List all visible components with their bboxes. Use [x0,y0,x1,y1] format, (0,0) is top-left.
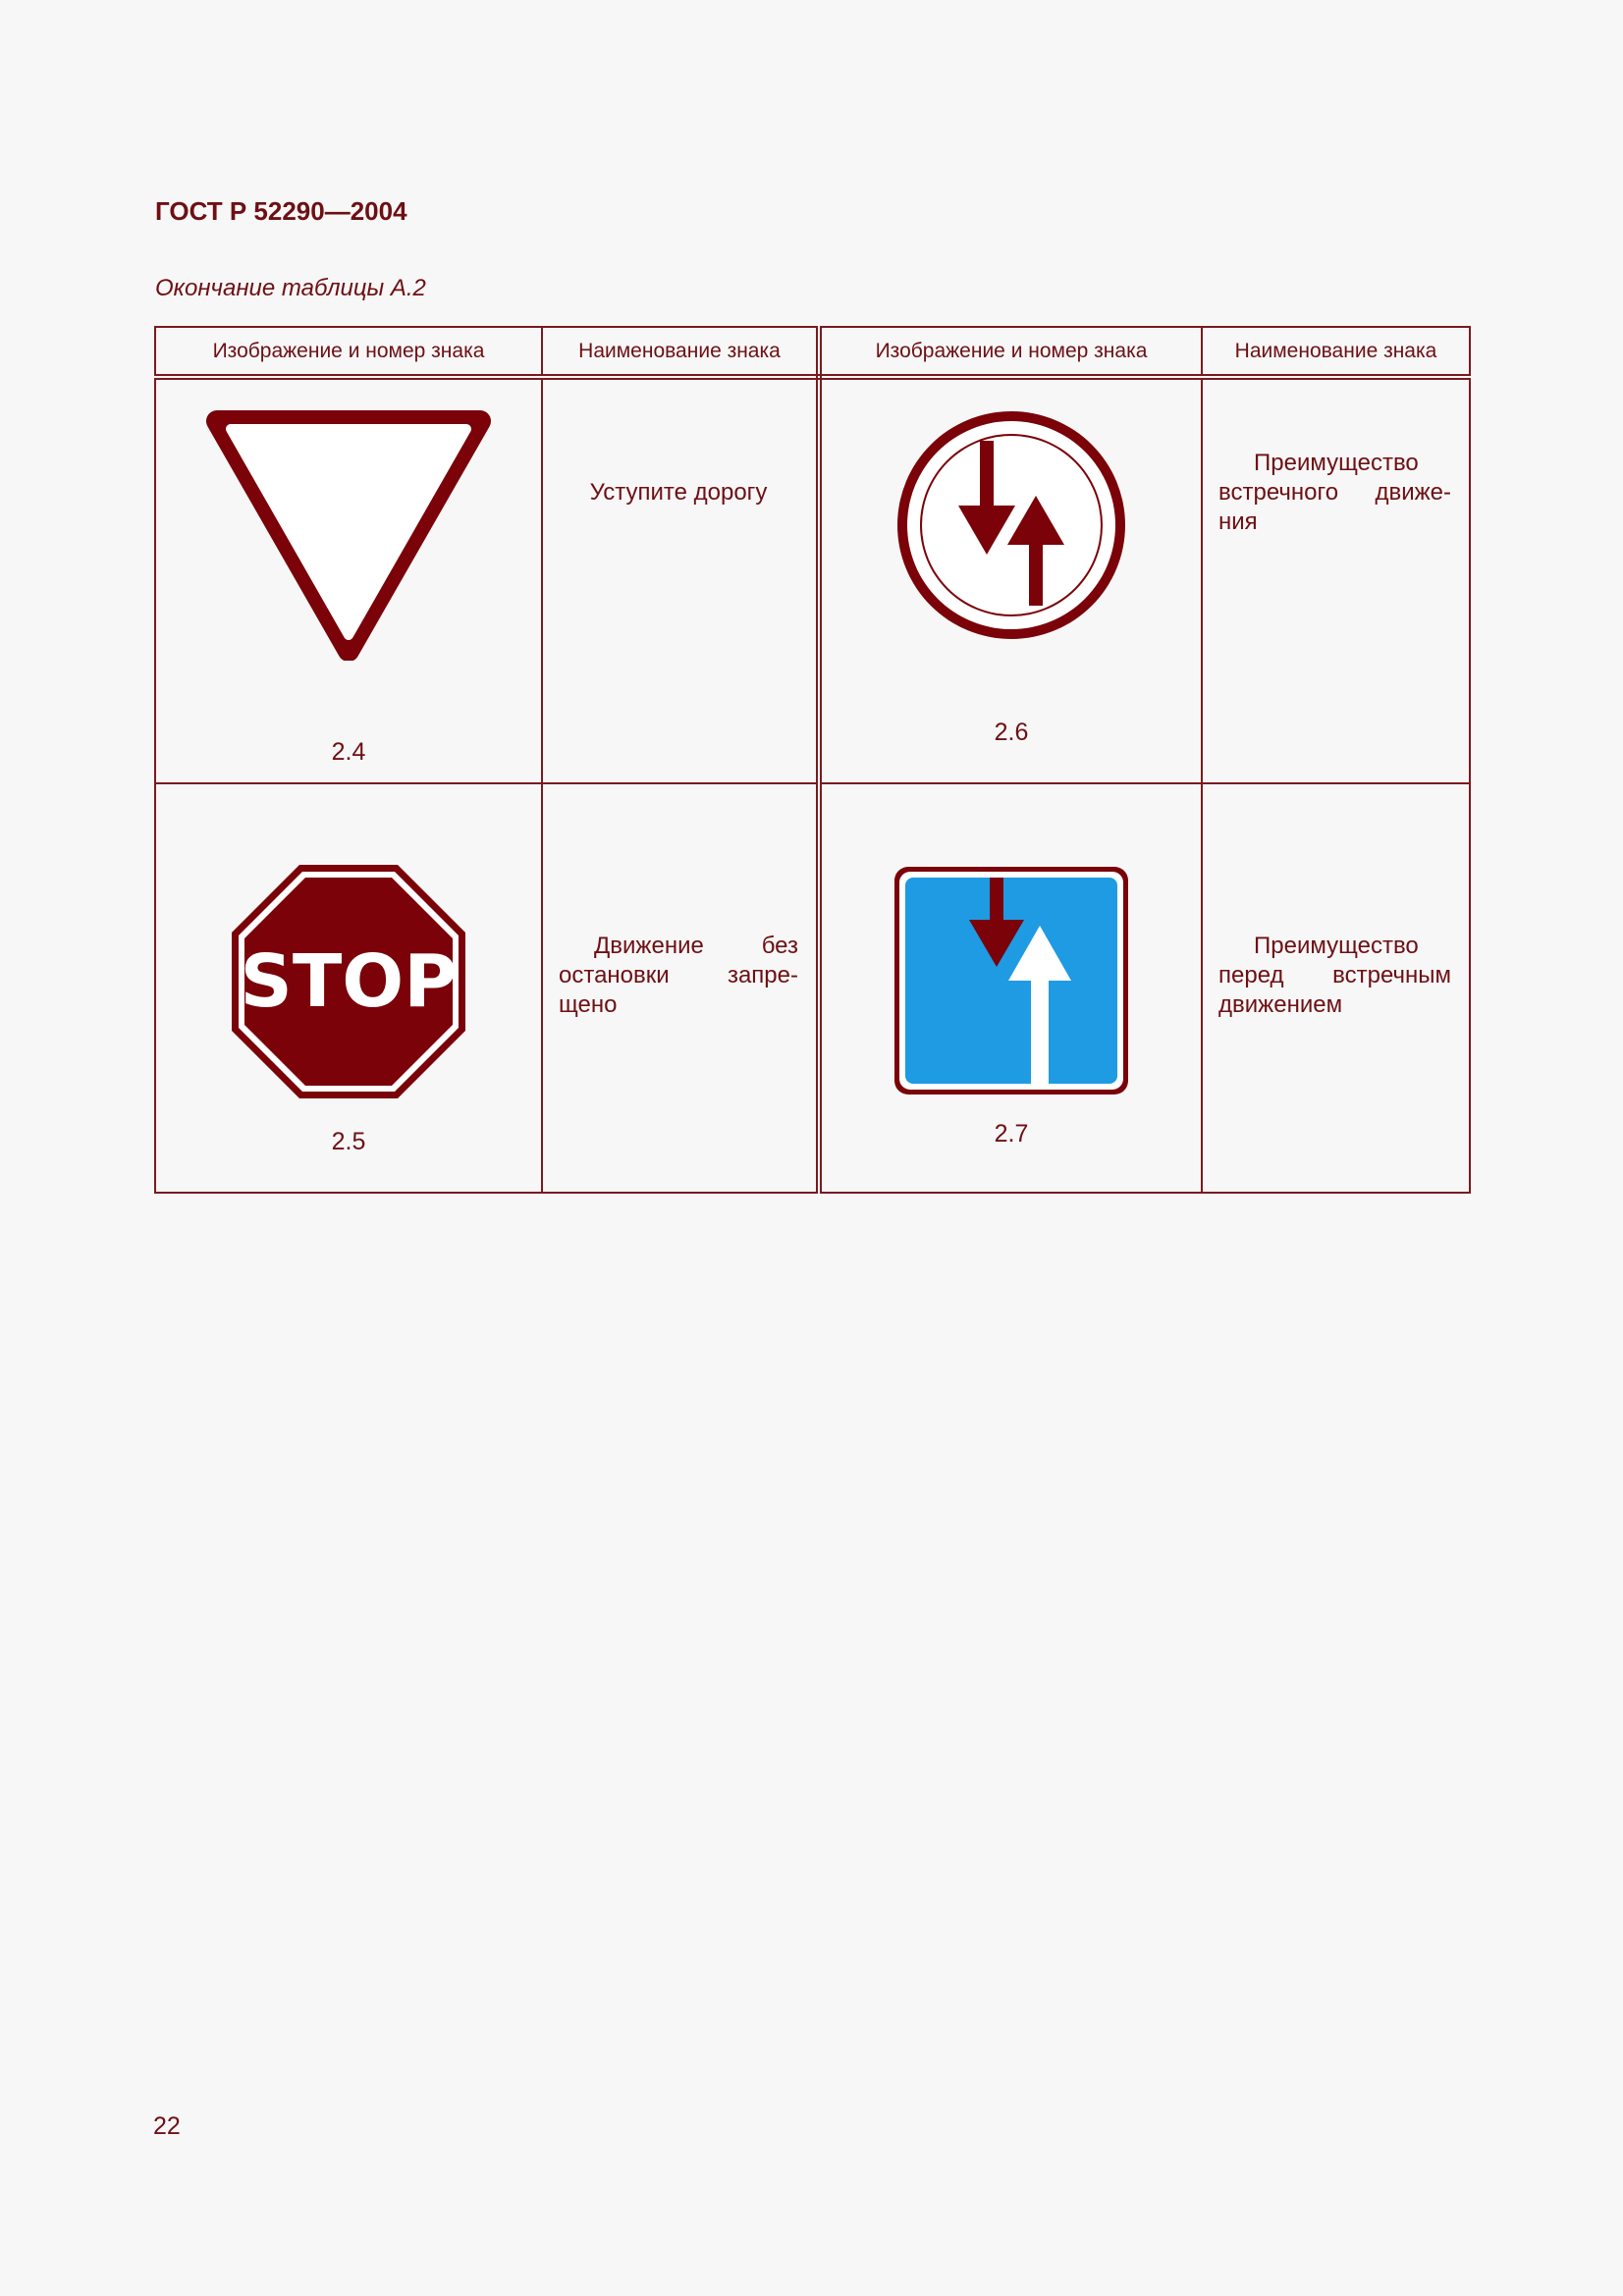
table-header-row [155,327,1470,377]
sign-number: 2.5 [331,1128,366,1155]
signs-table [154,326,1471,1194]
table-row [155,783,1470,1193]
page-number: 22 [153,2112,181,2140]
sign-name: Преимущество перед встречным движением [1218,933,1451,1018]
sign-name: Уступите дорогу [589,479,768,506]
sign-name-cell [1202,377,1470,783]
column-header-image: Изображение и номер знака [819,327,1202,377]
standard-title: ГОСТ Р 52290—2004 [155,196,407,226]
table-caption: Окончание таблицы А.2 [155,275,426,301]
sign-number: 2.4 [331,738,366,766]
table-row [155,377,1470,783]
stop-octagon-icon [156,863,541,1105]
column-header-name: Наименование знака [542,327,819,377]
oncoming-priority-circle-icon [822,407,1201,648]
priority-over-oncoming-square-icon [822,865,1201,1101]
sign-name-cell [542,377,819,783]
sign-image-cell [155,377,542,783]
yield-triangle-icon [156,409,541,666]
sign-image-cell [819,783,1202,1193]
sign-image-cell [155,783,542,1193]
sign-name: Движение без остановки запре-щено [559,933,798,1018]
sign-image-cell [819,377,1202,783]
sign-number: 2.7 [994,1120,1029,1148]
stop-sign-text: STOP [240,939,458,1024]
sign-name: Преимущество встречного движе-ния [1218,450,1451,535]
sign-name-cell [542,783,819,1193]
column-header-name: Наименование знака [1202,327,1470,377]
sign-number: 2.6 [994,719,1029,746]
sign-name-cell [1202,783,1470,1193]
column-header-image: Изображение и номер знака [155,327,542,377]
